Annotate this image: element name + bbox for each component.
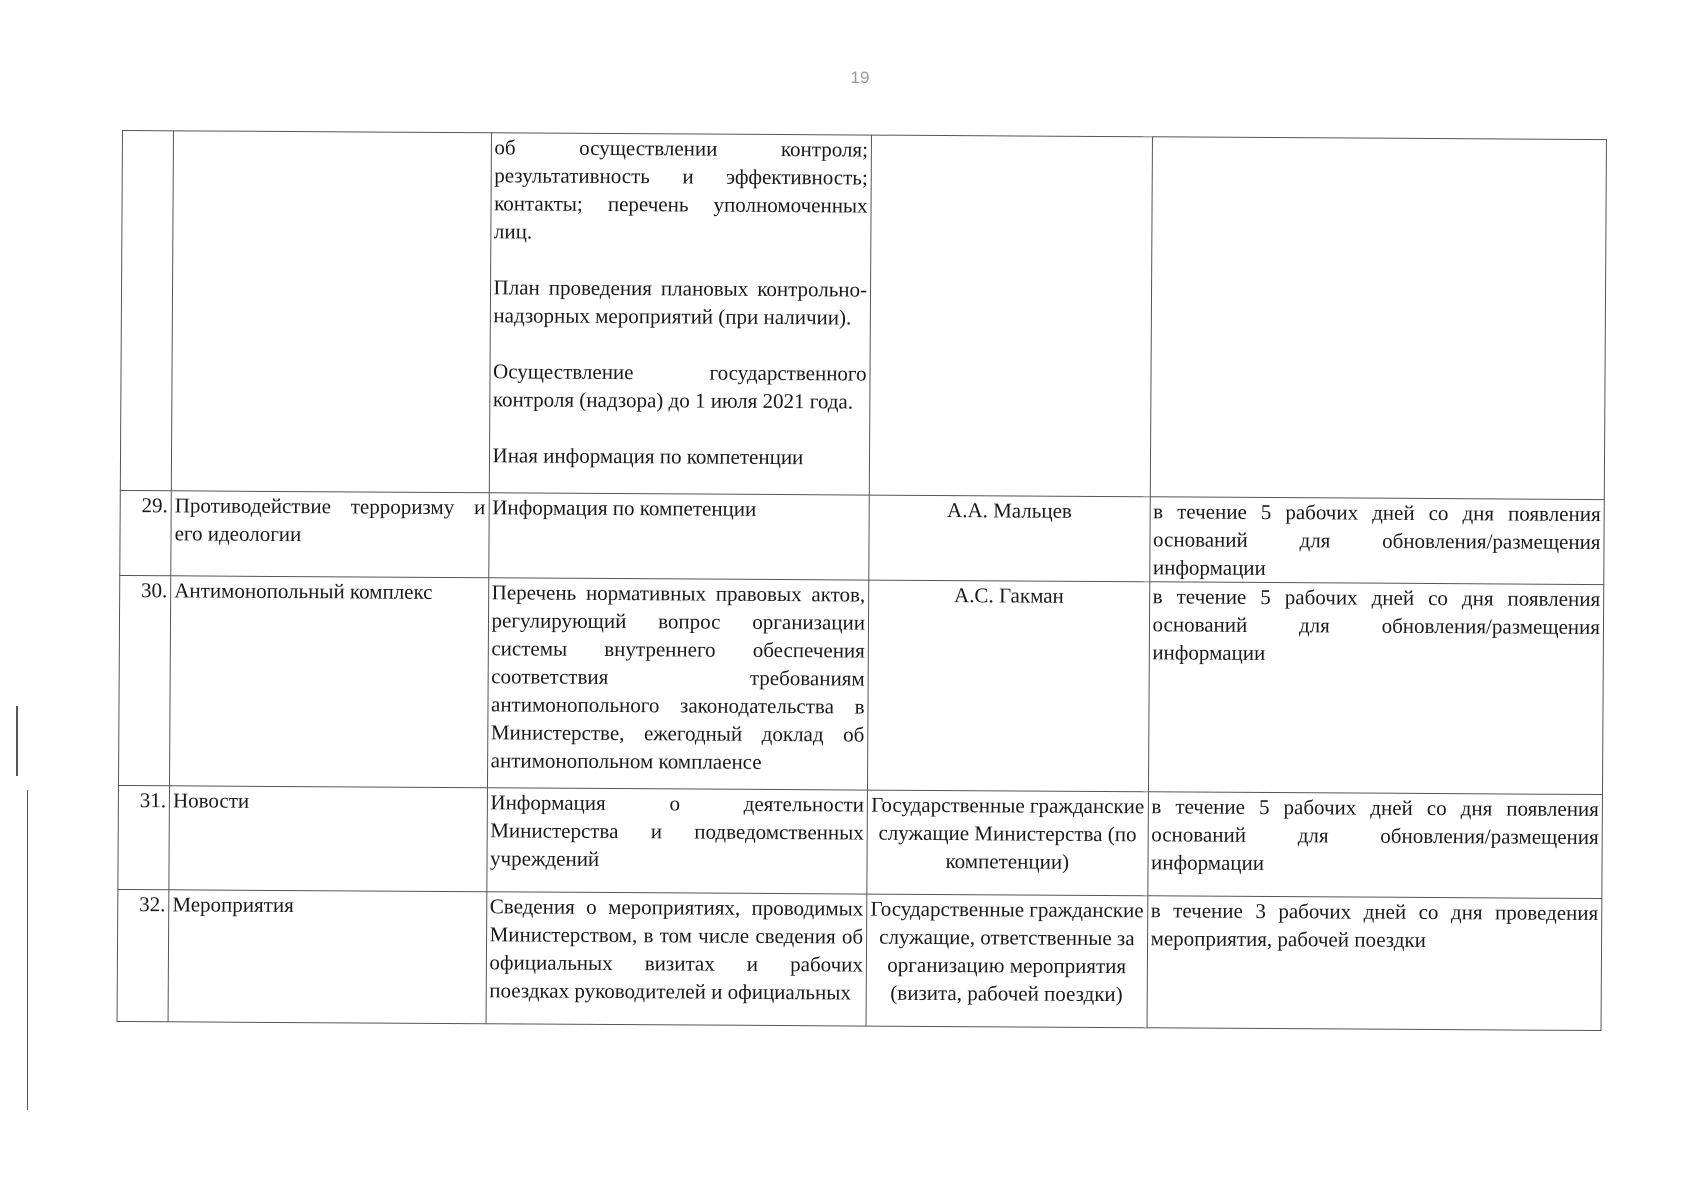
section-cell: Антимонопольный комплекс (170, 576, 489, 788)
document-table (117, 130, 1607, 1031)
deadline-cell: в течение 3 рабочих дней со дня проведения мероприятия, рабочей поездки (1147, 896, 1602, 1031)
row-number: 31. (118, 785, 170, 889)
info-cell: Перечень нормативных правовых актов, регулирующий вопрос организации системы внутреннего обеспечения соответствия требованиям антимонопольного законодательства в Министерстве, ежегодный доклад об антимонопольном комплаенсе (487, 578, 869, 790)
table-row (118, 575, 1603, 794)
section-name: Противодействие терроризму и его идеологии (174, 493, 486, 547)
section-cell: Новости (169, 786, 487, 892)
row-number: 32. (117, 889, 169, 1021)
row-number: 29. (120, 490, 172, 575)
info-cell: Информация по компетенции (488, 493, 869, 580)
responsible-cell: Государственные гражданские служащие Министерства (по компетенции) (867, 790, 1148, 896)
info-cell (489, 133, 872, 495)
deadline-cell (1150, 137, 1607, 500)
table-row (117, 889, 1602, 1030)
section-cell (171, 131, 491, 493)
deadline-cell: в течение 5 рабочих дней со дня появления оснований для обновления/размещения информации (1149, 497, 1604, 585)
info-paragraph: Иная информация по компетенции (492, 443, 804, 470)
section-cell: Мероприятия (168, 890, 486, 1024)
deadline-cell: в течение 5 рабочих дней со дня появления оснований для обновления/размещения информации (1148, 582, 1604, 795)
info-paragraph: об осуществлении контроля; результативность и эффективность; контакты; перечень уполномоченных лиц. (493, 135, 869, 244)
deadline-cell: в течение 5 рабочих дней со дня появления оснований для обновления/размещения информации (1147, 792, 1602, 899)
table-row (118, 785, 1603, 898)
margin-line-left (16, 706, 18, 776)
responsible-cell (869, 135, 1152, 497)
row-number: 30. (118, 575, 170, 785)
table-row (120, 490, 1604, 584)
page-number: 19 (850, 68, 870, 87)
responsible-cell: Государственные гражданские служащие, ответственные за организацию мероприятия (визита, рабочей поездки) (866, 894, 1147, 1028)
info-paragraph: План проведения плановых контрольно-надзорных мероприятий (при наличии). (493, 275, 868, 330)
number-cell (120, 131, 173, 491)
section-cell (171, 491, 489, 578)
info-cell: Сведения о мероприятиях, проводимых Министерством, в том числе сведения об официальных визитах и рабочих поездках руководителей и официальных (486, 892, 867, 1026)
info-cell: Информация о деятельности Министерства и подведомственных учреждений (486, 788, 867, 894)
margin-line-left-lower (27, 790, 28, 1110)
info-paragraph: Осуществление государственного контроля (надзора) до 1 июля 2021 года. (492, 359, 867, 414)
responsible-cell: А.А. Мальцев (869, 495, 1150, 582)
responsible-cell: А.С. Гакман (868, 580, 1150, 792)
table-row-continuation (120, 131, 1606, 500)
